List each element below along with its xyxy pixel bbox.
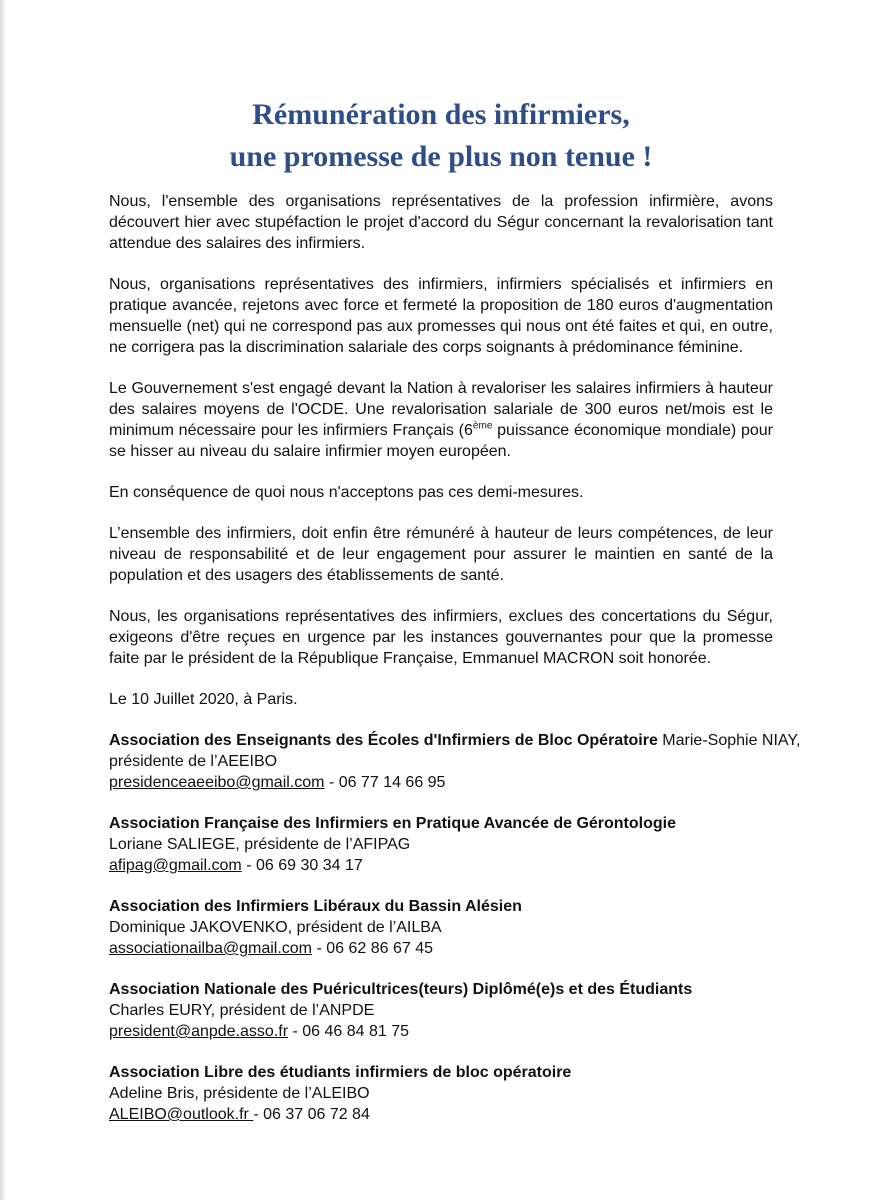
paragraph-demand: Nous, les organisations représentatives des infirmiers, exclues des concertations du Ségur, exigeons d'être reçues en urgence par les instances gouvernantes pour que la promesse faite par le président de la République Française, Emmanuel MACRON soit honorée.	[109, 608, 773, 667]
paragraph-government-text-a: Le Gouvernement s'est engagé devant la Nation à revaloriser les salaires infirmiers à hauteur des salaires moyens de l'OCDE. Une revalorisation salariale de 300 euros net/mois est le minimum nécessaire pour les infirmiers Français (6	[109, 380, 773, 439]
signatory-block	[109, 979, 773, 1042]
signatory-person: Dominique JAKOVENKO, président de l’AILBA	[109, 919, 442, 936]
signatory-block	[109, 730, 801, 793]
signatory-org: Association des Enseignants des Écoles d'Infirmiers de Bloc Opératoire	[109, 732, 658, 749]
signatory-block	[109, 1062, 773, 1125]
signatory-contact	[109, 938, 773, 959]
signatory-person: Charles EURY, président de l’ANPDE	[109, 1002, 375, 1019]
signatory-contact	[109, 1021, 773, 1042]
signatory-person: Adeline Bris, présidente de l’ALEIBO	[109, 1085, 370, 1102]
signatory-phone: - 06 37 06 72 84	[253, 1106, 370, 1123]
signatory-contact	[109, 855, 773, 876]
superscript-eme: ème	[472, 420, 493, 432]
paragraph-rejection: Nous, organisations représentatives des infirmiers, infirmiers spécialisés et infirmiers en pratique avancée, rejetons avec force et fermeté la proposition de 180 euros d'augmentation mensuelle (net) qui ne correspond pas aux promesses qui nous ont été faites et qui, en outre, ne corrigera pas la discrimination salariale des corps soignants à prédominance féminine.	[109, 276, 773, 356]
signatory-org: Association Nationale des Puéricultrices(teurs) Diplômé(e)s et des Étudiants	[109, 981, 693, 998]
signatory-header	[109, 730, 801, 751]
signatory-person: présidente de l’AEEIBO	[109, 753, 278, 770]
signatory-phone: - 06 46 84 81 75	[288, 1023, 409, 1040]
paragraph-intro: Nous, l'ensemble des organisations représentatives de la profession infirmière, avons découvert hier avec stupéfaction le projet d'accord du Ségur concernant la revalorisation tant attendue des salaires des infirmiers.	[109, 193, 773, 252]
signatory-email-link[interactable]: presidenceaeeibo@gmail.com	[109, 774, 325, 791]
letter-body	[109, 191, 801, 1145]
paragraph-government	[109, 378, 773, 462]
signatory-block	[109, 813, 773, 876]
signatory-phone: - 06 77 14 66 95	[324, 774, 446, 791]
paragraph-government-text-b: puissance économique mondiale) pour se hisser au niveau du salaire infirmier moyen européen.	[109, 422, 774, 460]
signatory-contact	[109, 1104, 773, 1125]
signatory-email-link[interactable]: associationailba@gmail.com	[109, 940, 312, 957]
signatory-contact	[109, 772, 773, 793]
signatory-person-inline: Marie-Sophie NIAY,	[657, 732, 801, 749]
title-line-1: Rémunération des infirmiers,	[252, 98, 630, 131]
signatory-email-link[interactable]: president@anpde.asso.fr	[109, 1023, 289, 1040]
page-title	[0, 94, 882, 178]
signatory-email-link[interactable]: afipag@gmail.com	[109, 857, 242, 874]
signatory-org: Association Française des Infirmiers en Pratique Avancée de Gérontologie	[109, 815, 676, 832]
signatory-person: Loriane SALIEGE, présidente de l’AFIPAG	[109, 836, 411, 853]
paragraph-consequence: En conséquence de quoi nous n'acceptons pas ces demi-mesures.	[109, 484, 584, 501]
signatory-phone: - 06 69 30 34 17	[241, 857, 363, 874]
signatory-phone: - 06 62 86 67 45	[312, 940, 433, 957]
paragraph-remuneration: L’ensemble des infirmiers, doit enfin être rémunéré à hauteur de leurs compétences, de leur niveau de responsabilité et de leur engagement pour assurer le maintien en santé de la population et des usagers des établissements de santé.	[109, 525, 773, 584]
signatory-org: Association des Infirmiers Libéraux du Bassin Alésien	[109, 898, 522, 915]
signatory-org: Association Libre des étudiants infirmiers de bloc opératoire	[109, 1064, 572, 1081]
signatory-block	[109, 896, 773, 959]
date-place: Le 10 Juillet 2020, à Paris.	[109, 691, 298, 708]
title-line-2: une promesse de plus non tenue !	[229, 140, 653, 173]
signatory-email-link[interactable]: ALEIBO@outlook.fr	[109, 1106, 254, 1123]
page-edge-shadow	[0, 0, 6, 1200]
